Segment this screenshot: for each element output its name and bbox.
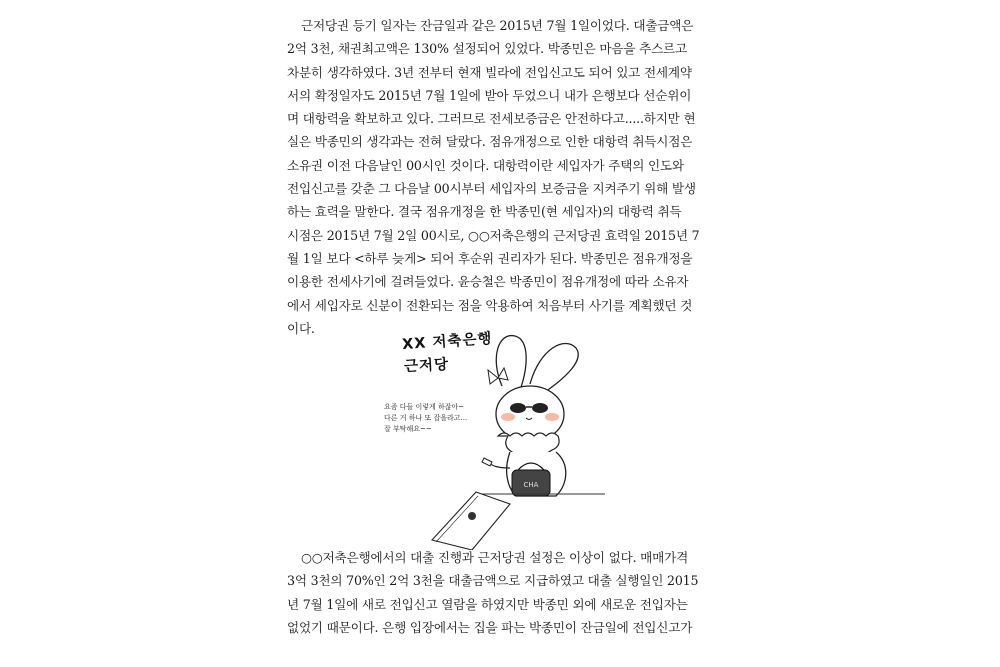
text-line: 며 대항력을 확보하고 있다. 그러므로 전세보증금은 안전하다고.....하지만 현 (287, 111, 696, 127)
text-line: 2억 3천, 채권최고액은 130% 설정되어 있었다. 박종민은 마음을 추스르고 (287, 41, 687, 57)
handwritten-bank-label: XX 저축은행 (401, 330, 493, 354)
text-line: 소유권 이전 다음날인 00시인 것이다. 대항력이란 세입자가 주택의 인도와 (287, 157, 684, 173)
text-line: 3억 3천의 70%인 2억 3천을 대출금액으로 지급하였고 대출 실행일인 2015 (287, 573, 699, 589)
text-line: 시점은 2015년 7월 2일 00시로, ○○저축은행의 근저당권 효력일 2015년 7 (287, 227, 700, 243)
text-line: 없었기 때문이다. 은행 입장에서는 집을 파는 박종민이 잔금일에 전입신고가 (287, 619, 693, 635)
speech-line: 잘 부탁해요~~ (384, 425, 432, 433)
text-line: 차분히 생각하였다. 3년 전부터 현재 빌라에 전입신고도 되어 있고 전세계약 (287, 64, 692, 80)
text-line: 월 1일 보다 <하루 늦게> 되어 후순위 권리자가 된다. 박종민은 점유개정을 (287, 250, 693, 266)
text-line: 에서 세입자로 신분이 전환되는 점을 악용하여 처음부터 사기를 계획했던 것 (287, 297, 693, 313)
bag-label: CHA (523, 481, 539, 489)
paragraph-top (287, 14, 700, 340)
text-line: 이용한 전세사기에 걸려들었다. 윤승철은 박종민이 점유개정에 따라 소유자 (287, 274, 689, 290)
speech-line: 요즘 다들 이렇게 하잖아~ (384, 403, 465, 411)
text-line: 이다. (287, 320, 315, 336)
text-line: 전입신고를 갖춘 그 다음날 00시부터 세입자의 보증금을 지켜주기 위해 발생 (287, 181, 696, 197)
text-line: 하는 효력을 말한다. 결국 점유개정을 한 박종민(현 세입자)의 대항력 취득 (287, 204, 682, 220)
text-line: 년 7월 1일에 새로 전입신고 열람을 하였지만 박종민 외에 새로운 전입자는 (287, 596, 688, 612)
speech-text (384, 402, 494, 435)
paragraph-bottom (287, 546, 699, 639)
handwritten-mortgage-label: 근저당 (403, 356, 450, 376)
speech-line: 다른 거 하나 또 잡을라고... (384, 414, 468, 422)
text-line: ○○저축은행에서의 대출 진행과 근저당권 설정은 이상이 없다. 매매가격 (301, 550, 689, 565)
text-line: 서의 확정일자도 2015년 7월 1일에 받아 두었으니 내가 은행보다 선순위이 (287, 87, 692, 103)
text-line: 근저당권 등기 일자는 잔금일과 같은 2015년 7월 1일이었다. 대출금액은 (301, 18, 694, 33)
text-line: 실은 박종민의 생각과는 전혀 달랐다. 점유개정으로 인한 대항력 취득시점은 (287, 134, 693, 150)
